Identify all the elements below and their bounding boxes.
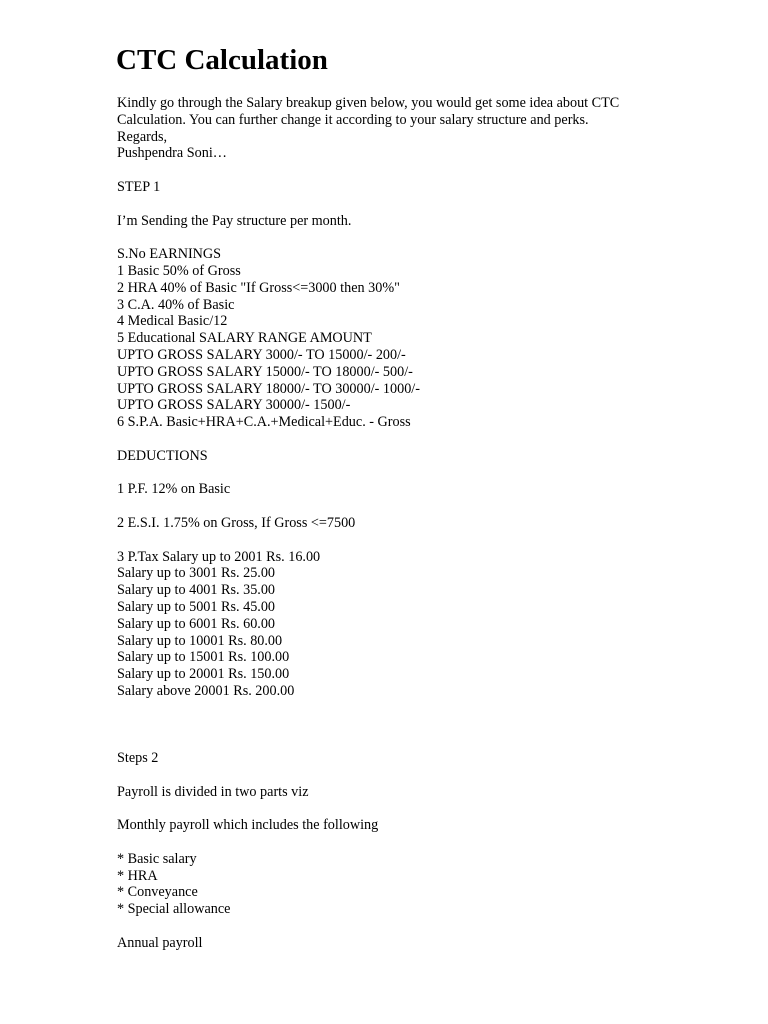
ptax-line: Salary up to 15001 Rs. 100.00 — [117, 649, 290, 666]
monthly-item: * Conveyance — [117, 884, 198, 901]
earnings-line: 6 S.P.A. Basic+HRA+C.A.+Medical+Educ. - Gross — [117, 414, 411, 431]
earnings-line: 1 Basic 50% of Gross — [117, 262, 241, 279]
monthly-item: * HRA — [117, 867, 158, 884]
earnings-header: S.No EARNINGS — [117, 246, 222, 263]
earnings-line: UPTO GROSS SALARY 15000/- TO 18000/- 500/- — [117, 363, 413, 380]
ptax-line: Salary up to 6001 Rs. 60.00 — [117, 615, 276, 632]
step2-heading: Steps 2 — [117, 750, 159, 767]
ptax-line: Salary up to 3001 Rs. 25.00 — [117, 565, 276, 582]
earnings-line: 3 C.A. 40% of Basic — [117, 296, 235, 313]
regards-text: Regards, — [117, 128, 168, 145]
ptax-line: Salary above 20001 Rs. 200.00 — [117, 682, 295, 699]
author-name: Pushpendra Soni… — [117, 145, 227, 162]
earnings-line: UPTO GROSS SALARY 3000/- TO 15000/- 200/- — [117, 346, 406, 363]
esi-deduction: 2 E.S.I. 1.75% on Gross, If Gross <=7500 — [117, 514, 356, 531]
monthly-item: * Basic salary — [117, 850, 197, 867]
page-title: CTC Calculation — [116, 44, 328, 76]
pf-deduction: 1 P.F. 12% on Basic — [117, 481, 231, 498]
monthly-payroll-intro: Monthly payroll which includes the following — [117, 817, 379, 834]
annual-payroll: Annual payroll — [117, 934, 203, 951]
pay-structure-text: I’m Sending the Pay structure per month. — [117, 212, 352, 229]
step1-heading: STEP 1 — [117, 178, 161, 195]
deductions-header: DEDUCTIONS — [117, 447, 208, 464]
ptax-line: Salary up to 10001 Rs. 80.00 — [117, 632, 283, 649]
payroll-divided-text: Payroll is divided in two parts viz — [117, 783, 309, 800]
ptax-line: Salary up to 20001 Rs. 150.00 — [117, 666, 290, 683]
document-body — [117, 95, 637, 952]
intro-text: Kindly go through the Salary breakup given below, you would get some idea about CTC Calculation. You can further change it according to your salary structure and perks. — [117, 95, 620, 128]
earnings-line: UPTO GROSS SALARY 18000/- TO 30000/- 1000/- — [117, 380, 420, 397]
earnings-line: 5 Educational SALARY RANGE AMOUNT — [117, 330, 372, 347]
ptax-line: 3 P.Tax Salary up to 2001 Rs. 16.00 — [117, 548, 321, 565]
ptax-line: Salary up to 4001 Rs. 35.00 — [117, 582, 276, 599]
earnings-line: 2 HRA 40% of Basic "If Gross<=3000 then 30%" — [117, 279, 400, 296]
earnings-line: 4 Medical Basic/12 — [117, 313, 228, 330]
monthly-item: * Special allowance — [117, 901, 231, 918]
earnings-line: UPTO GROSS SALARY 30000/- 1500/- — [117, 397, 351, 414]
ptax-line: Salary up to 5001 Rs. 45.00 — [117, 598, 276, 615]
